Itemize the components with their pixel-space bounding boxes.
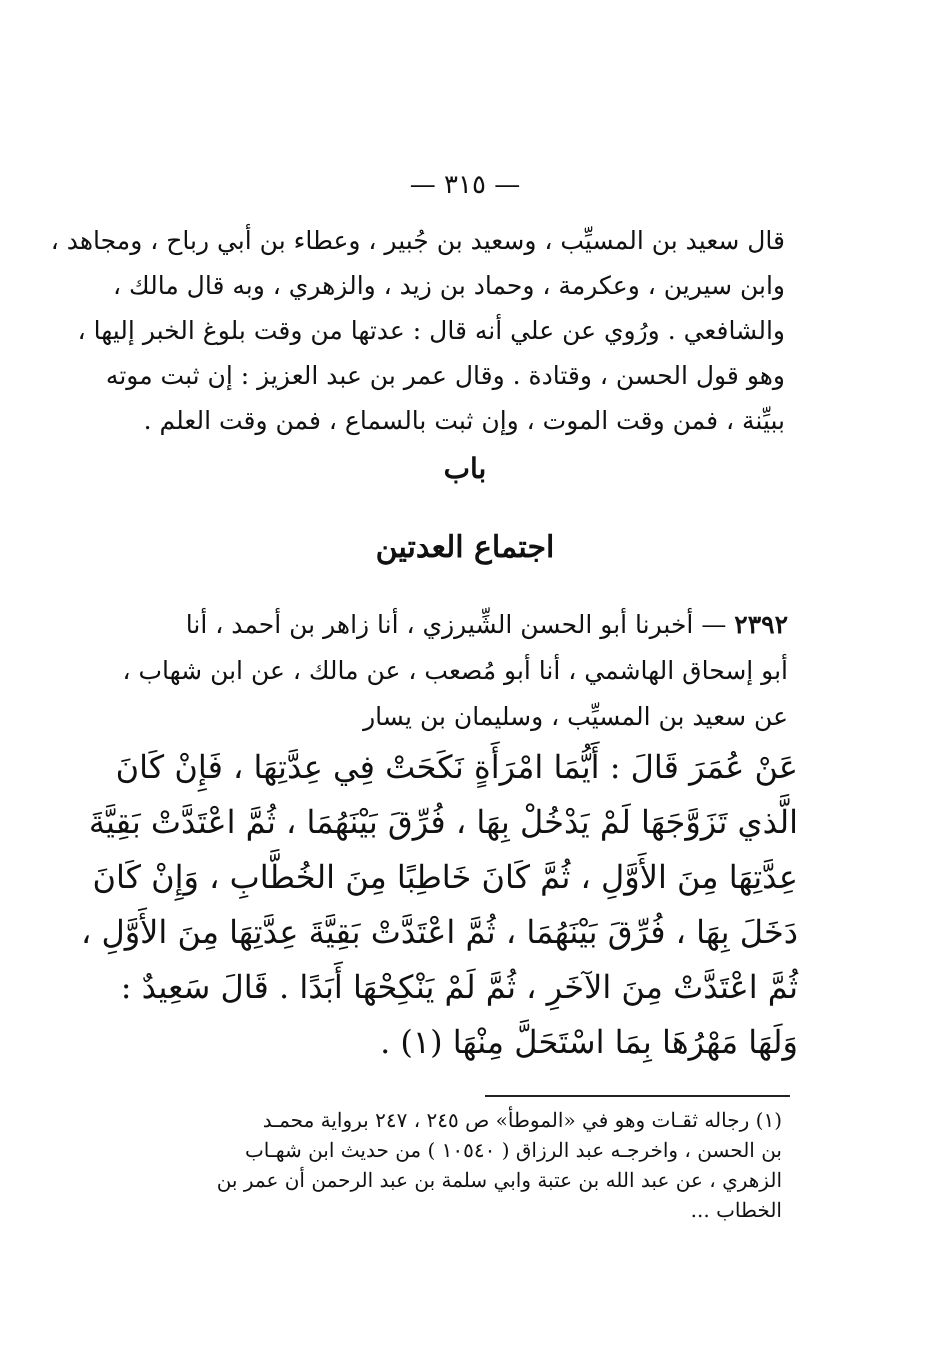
isnad-line: عن سعيد بن المسيِّب ، وسليمان بن يسار (363, 702, 788, 731)
matn-line: ثُمَّ اعْتَدَّتْ مِنَ الآخَرِ ، ثُمَّ لَمْ يَنْكِحْهَا أَبَدًا . قَالَ سَعِيدٌ : (120, 968, 798, 1006)
matn-line: دَخَلَ بِهَا ، فُرِّقَ بَيْنَهُمَا ، ثُمَّ اعْتَدَّتْ بَقِيَّةَ عِدَّتِهَا مِنَ الأَوَّلِ ، (80, 913, 798, 951)
footnote-line: الخطاب ... (690, 1198, 782, 1222)
matn-line: وَلَهَا مَهْرُهَا بِمَا اسْتَحَلَّ مِنْهَا (١) . (380, 1023, 798, 1061)
isnad-text: أخبرنا أبو الحسن الشِّيرزي ، أنا زاهر بن أحمد ، أنا (185, 610, 694, 639)
hadith-number: ٢٣٩٢ (734, 610, 788, 639)
matn-line: الَّذي تَزَوَّجَهَا لَمْ يَدْخُلْ بِهَا ، فُرِّقَ بَيْنَهُمَا ، ثُمَّ اعْتَدَّتْ بَقِيَّةَ (88, 803, 798, 841)
footnote-line: الزهري ، عن عبد الله بن عتبة وابي سلمة بن عبد الرحمن أن عمر بن (216, 1168, 782, 1192)
isnad-line: أبو إسحاق الهاشمي ، أنا أبو مُصعب ، عن مالك ، عن ابن شهاب ، (122, 656, 788, 685)
footnote-line: بن الحسن ، واخرجـه عبد الرزاق ( ١٠٥٤٠ ) من حديث ابن شهـاب (244, 1138, 782, 1162)
matn-line: عِدَّتِهَا مِنَ الأَوَّلِ ، ثُمَّ كَانَ خَاطِبًا مِنَ الخُطَّابِ ، وَإِنْ كَانَ (92, 858, 798, 896)
intro-line: وابن سيرين ، وعكرمة ، وحماد بن زيد ، والزهري ، وبه قال مالك ، (113, 271, 785, 300)
intro-paragraph (50, 218, 785, 443)
page-number: — ٣١٥ — (409, 170, 521, 200)
intro-line: وهو قول الحسن ، وقتادة . وقال عمر بن عبد العزيز : إن ثبت موته (105, 361, 785, 390)
isnad-line: ٢٣٩٢ — أخبرنا أبو الحسن الشِّيرزي ، أنا زاهر بن أحمد ، أنا (185, 610, 788, 639)
intro-line: ببيِّنة ، فمن وقت الموت ، وإن ثبت بالسماع ، فمن وقت العلم . (143, 406, 785, 435)
chapter-title: اجتماع العدتين (375, 530, 555, 565)
bab-heading: باب (443, 452, 487, 485)
footnote-line: (١) رجاله ثقـات وهو في «الموطأ» ص ٢٤٥ ، ٢٤٧ برواية محمـد (262, 1108, 782, 1132)
intro-line: قال سعيد بن المسيِّب ، وسعيد بن جُبير ، وعطاء بن أبي رباح ، ومجاهد ، (50, 226, 785, 255)
footnote-divider (485, 1095, 790, 1097)
matn-line: عَنْ عُمَرَ قَالَ : أَيُّمَا امْرَأَةٍ نَكَحَتْ فِي عِدَّتِهَا ، فَإِنْ كَانَ (115, 748, 798, 786)
hadith-matn (80, 740, 798, 1070)
intro-line: والشافعي . ورُوي عن علي أنه قال : عدتها من وقت بلوغ الخبر إليها ، (77, 316, 785, 345)
footnote (132, 1105, 782, 1225)
hadith-isnad (122, 602, 788, 740)
